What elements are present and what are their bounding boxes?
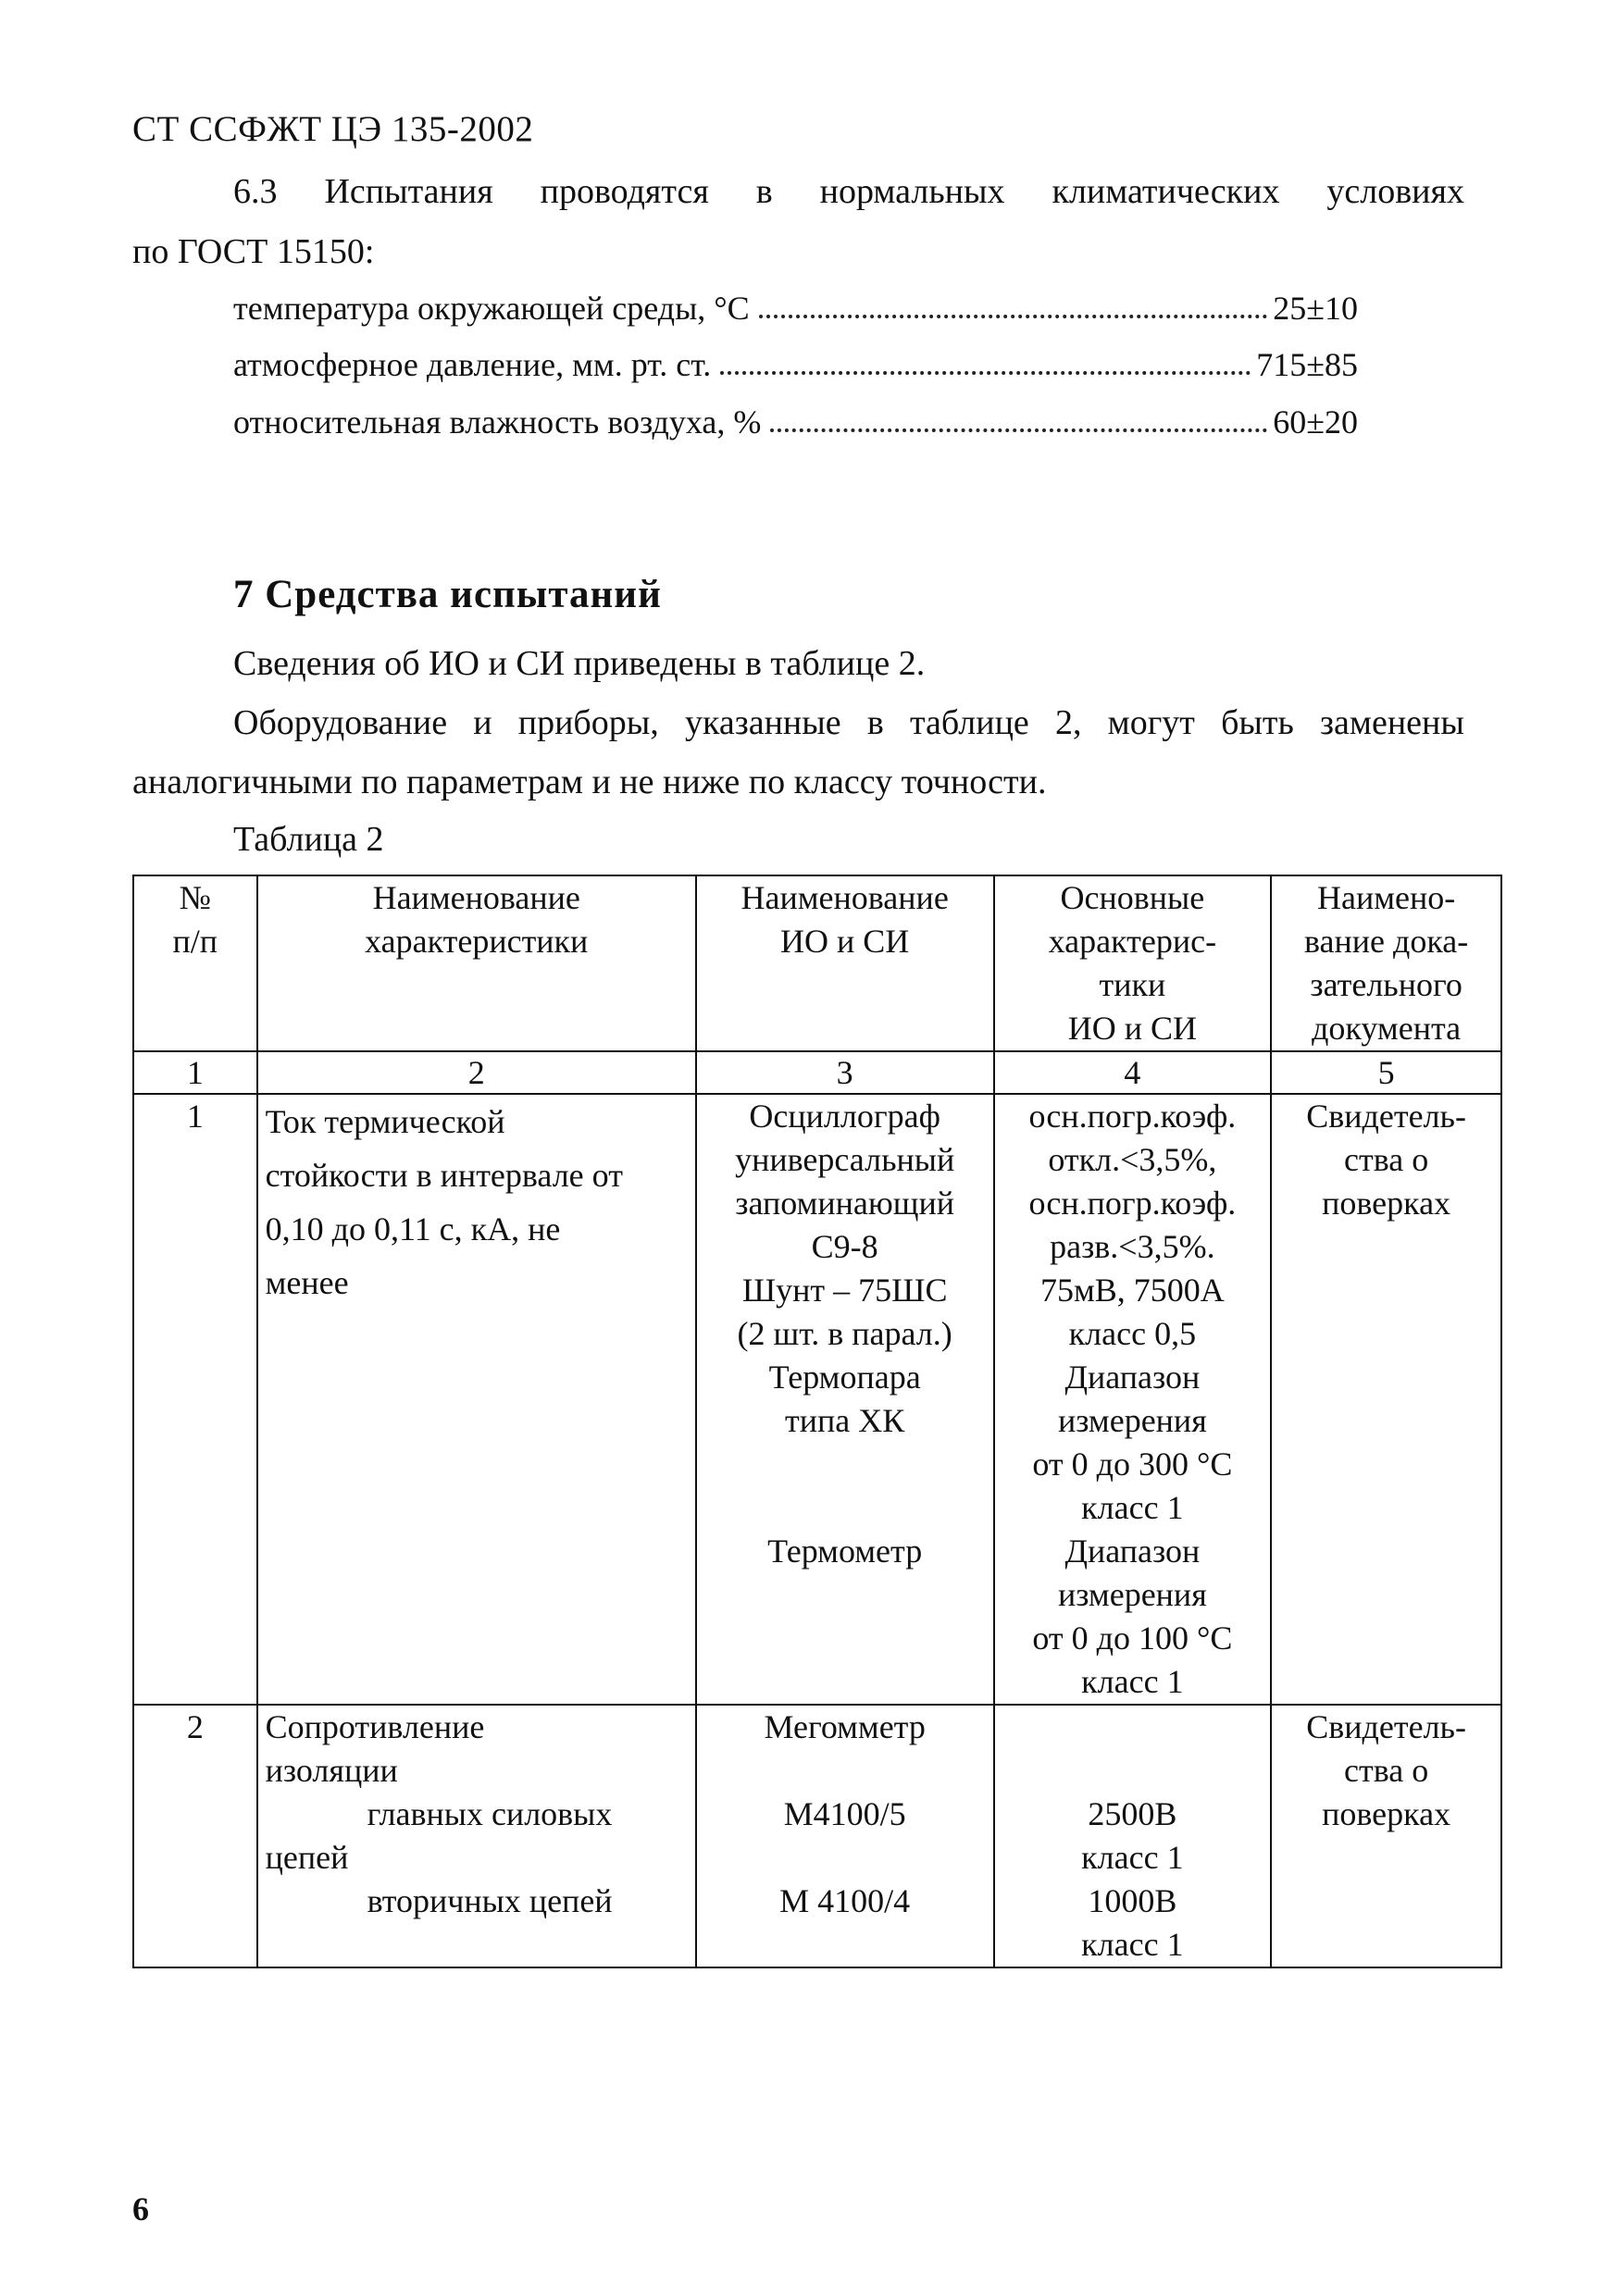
word: приборы, (517, 703, 659, 742)
header-line: документа (1312, 1010, 1462, 1047)
cell-line: откл.<3,5%, (1048, 1141, 1217, 1178)
header-line: № (179, 879, 211, 916)
cell-spacer (704, 1443, 986, 1486)
condition-value: 715±85 (1256, 346, 1358, 383)
characteristic-cell (257, 1705, 696, 1967)
header-line: ИО и СИ (780, 923, 910, 960)
cell-line: типа ХК (785, 1402, 905, 1439)
section-6-3-line1 (233, 171, 1464, 212)
word: нормальных (819, 172, 1005, 211)
page-number: 6 (132, 2191, 149, 2228)
equipment-cell (696, 1705, 994, 1967)
table-row (133, 1705, 1501, 1967)
header-cell-specs (994, 875, 1272, 1051)
section-7-paragraph-line2: аналогичными по параметрам и не ниже по классу точности. (132, 763, 1047, 801)
cell-line: измерения (1057, 1402, 1207, 1439)
section-7-intro: Сведения об ИО и СИ приведены в таблице 2. (233, 644, 926, 683)
word: климатических (1052, 172, 1280, 211)
condition-label: относительная влажность воздуха, % (233, 403, 762, 441)
row-number: 2 (133, 1705, 257, 1967)
cell-line: Термометр (767, 1533, 923, 1570)
cell-line: Ток термической (265, 1103, 505, 1140)
word: заменены (1320, 703, 1464, 742)
word: Испытания (324, 172, 493, 211)
cell-line: Диапазон (1064, 1533, 1201, 1570)
specs-cell (994, 1705, 1272, 1967)
specs-cell (994, 1094, 1272, 1705)
condition-pressure (233, 345, 1358, 384)
cell-line: менее (265, 1264, 349, 1301)
word: 2, (1054, 703, 1082, 742)
cell-line: С9-8 (811, 1228, 878, 1265)
document-cell (1271, 1094, 1501, 1705)
cell-line: поверках (1322, 1795, 1451, 1832)
cell-line: класс 1 (1081, 1663, 1184, 1700)
word: могут (1107, 703, 1195, 742)
condition-label: температура окружающей среды, °С (233, 290, 750, 327)
word: указанные (684, 703, 841, 742)
cell-line: универсальный (735, 1141, 955, 1178)
cell-line: класс 1 (1081, 1839, 1184, 1876)
word: быть (1221, 703, 1294, 742)
header-line: Основные (1060, 879, 1205, 916)
word: условиях (1326, 172, 1464, 211)
word: Оборудование (233, 703, 448, 742)
cell-line: Диапазон (1064, 1359, 1201, 1396)
cell-line: изоляции (265, 1752, 398, 1789)
leader-dots (759, 289, 1268, 318)
cell-line: Осциллограф (749, 1098, 940, 1135)
cell-line: разв.<3,5%. (1050, 1228, 1215, 1265)
cell-line: 2500В (1088, 1795, 1177, 1832)
header-line: Наименование (372, 879, 580, 916)
condition-temperature (233, 289, 1358, 328)
section-6-3-line2: по ГОСТ 15150: (132, 232, 375, 271)
table-header-row (133, 875, 1501, 1051)
cell-line: 75мВ, 7500А (1039, 1272, 1225, 1309)
header-line: Наименование (741, 879, 949, 916)
cell-line: главных силовых (367, 1795, 613, 1832)
row-number: 1 (133, 1094, 257, 1705)
header-cell-characteristic (257, 875, 696, 1051)
header-line: ИО и СИ (1067, 1010, 1197, 1047)
word: в (755, 172, 773, 211)
condition-label: атмосферное давление, мм. рт. ст. (233, 346, 712, 383)
condition-humidity (233, 403, 1358, 441)
header-line: Наимено- (1316, 879, 1456, 916)
table-row (133, 1094, 1501, 1705)
cell-spacer (1002, 1706, 1263, 1749)
word: 6.3 (233, 172, 278, 211)
header-line: вание дока- (1303, 923, 1469, 960)
section-7-title: 7 Средства испытаний (233, 573, 662, 616)
cell-line: Свидетель- (1306, 1098, 1466, 1135)
section-7-paragraph-line1 (233, 702, 1464, 743)
header-cell-number (133, 875, 257, 1051)
column-number: 2 (257, 1051, 696, 1094)
cell-spacer (1002, 1749, 1263, 1793)
header-cell-document (1271, 875, 1501, 1051)
header-line: характерис- (1048, 923, 1217, 960)
word: и (473, 703, 492, 742)
header-line: тики (1099, 966, 1166, 1003)
cell-line: класс 1 (1081, 1926, 1184, 1963)
cell-line: Шунт – 75ШС (741, 1272, 948, 1309)
cell-line: от 0 до 300 °С (1032, 1446, 1233, 1483)
cell-line: измерения (1057, 1576, 1207, 1613)
condition-value: 60±20 (1273, 403, 1358, 441)
cell-line: стойкости в интервале от (265, 1157, 623, 1194)
table-caption: Таблица 2 (233, 820, 384, 859)
word: в (866, 703, 884, 742)
cell-line: ства о (1344, 1752, 1429, 1789)
header-cell-equipment (696, 875, 994, 1051)
cell-line: (2 шт. в парал.) (737, 1315, 952, 1352)
equipment-cell (696, 1094, 994, 1705)
document-header: СТ ССФЖТ ЦЭ 135-2002 (132, 109, 534, 149)
condition-value: 25±10 (1273, 290, 1358, 327)
cell-line: Термопара (768, 1359, 921, 1396)
column-number-row (133, 1051, 1501, 1094)
word: проводятся (540, 172, 709, 211)
cell-line: ства о (1344, 1141, 1429, 1178)
column-number: 4 (994, 1051, 1272, 1094)
word: таблице (909, 703, 1029, 742)
cell-line: 0,10 до 0,11 с, кА, не (265, 1210, 561, 1247)
header-line: характеристики (365, 923, 589, 960)
cell-line: запоминающий (735, 1185, 955, 1222)
leader-dots (770, 403, 1267, 432)
cell-line: класс 1 (1081, 1489, 1184, 1526)
cell-line: поверках (1322, 1185, 1451, 1222)
cell-line: осн.погр.коэф. (1028, 1098, 1237, 1135)
cell-line: М4100/5 (783, 1795, 906, 1832)
cell-line: Мегомметр (764, 1708, 926, 1745)
header-line: п/п (172, 923, 218, 960)
cell-line: цепей (265, 1839, 349, 1876)
cell-line: М 4100/4 (779, 1882, 911, 1919)
cell-line: Сопротивление (265, 1708, 485, 1745)
cell-line: класс 0,5 (1068, 1315, 1197, 1352)
column-number: 3 (696, 1051, 994, 1094)
cell-line: от 0 до 100 °С (1032, 1620, 1233, 1657)
cell-spacer (704, 1749, 986, 1793)
cell-spacer (704, 1836, 986, 1880)
leader-dots (720, 345, 1251, 375)
cell-line: 1000В (1088, 1882, 1177, 1919)
cell-line: осн.погр.коэф. (1028, 1185, 1237, 1222)
cell-line: Свидетель- (1306, 1708, 1466, 1745)
header-line: зательного (1310, 966, 1462, 1003)
document-cell (1271, 1705, 1501, 1967)
characteristic-cell (257, 1094, 696, 1705)
column-number: 1 (133, 1051, 257, 1094)
column-number: 5 (1271, 1051, 1501, 1094)
equipment-table (132, 875, 1502, 1968)
cell-line: вторичных цепей (367, 1882, 613, 1919)
cell-spacer (704, 1486, 986, 1530)
